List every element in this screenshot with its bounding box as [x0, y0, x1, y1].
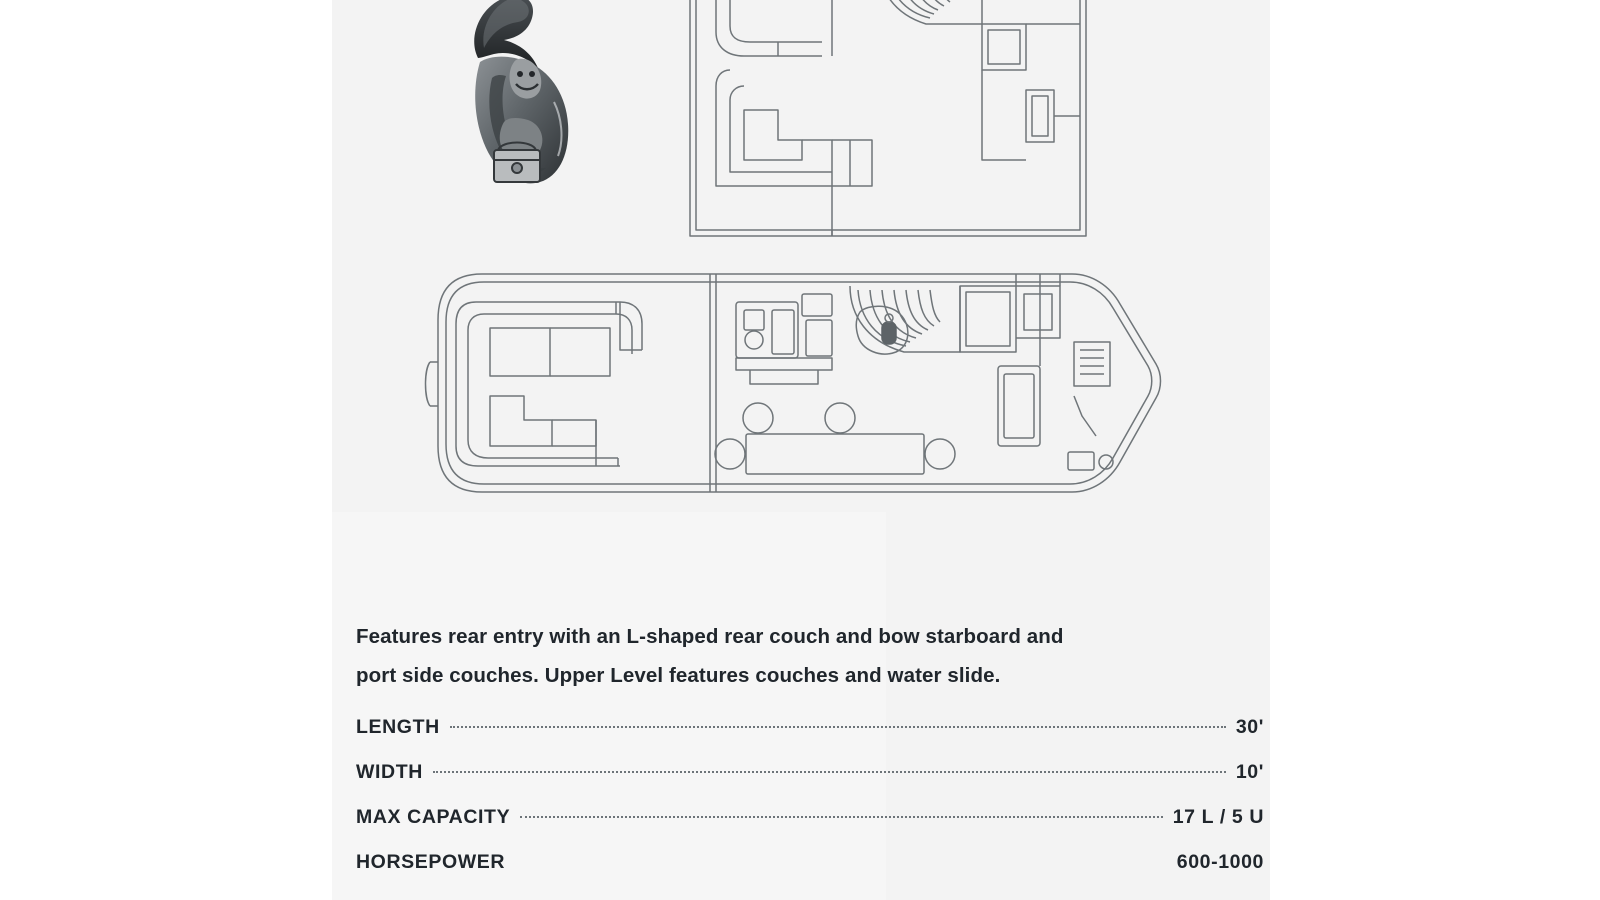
spec-row-width — [356, 761, 1264, 806]
spec-list — [356, 716, 1264, 896]
spec-row-horsepower — [356, 851, 1264, 896]
right-gutter — [1270, 0, 1600, 900]
description-line-1: Features rear entry with an L-shaped rear couch and bow starboard and — [356, 625, 1064, 648]
spec-label-max-capacity: MAX CAPACITY — [356, 806, 511, 828]
spec-label-width: WIDTH — [356, 761, 423, 783]
spec-leader-dots — [433, 771, 1226, 773]
spec-row-max-capacity — [356, 806, 1264, 851]
spec-value-width: 10' — [1235, 761, 1264, 783]
description-line-2: port side couches. Upper Level features couches and water slide. — [356, 663, 1001, 687]
lower-deck-floorplan — [420, 266, 1186, 506]
spec-row-length — [356, 716, 1264, 761]
left-gutter — [0, 0, 332, 900]
spec-sheet-panel — [332, 0, 1270, 900]
spec-label-length: LENGTH — [356, 716, 440, 738]
pirate-mascot-crest — [458, 0, 590, 206]
spec-value-max-capacity: 17 L / 5 U — [1172, 806, 1264, 828]
description-text — [356, 618, 1236, 696]
spec-value-length: 30' — [1235, 716, 1264, 738]
spec-leader-dots — [450, 726, 1226, 728]
spec-leader-dots — [520, 816, 1163, 818]
upper-deck-floorplan — [682, 0, 1102, 252]
spec-label-horsepower: HORSEPOWER — [356, 851, 506, 873]
spec-value-horsepower: 600-1000 — [1176, 851, 1264, 873]
